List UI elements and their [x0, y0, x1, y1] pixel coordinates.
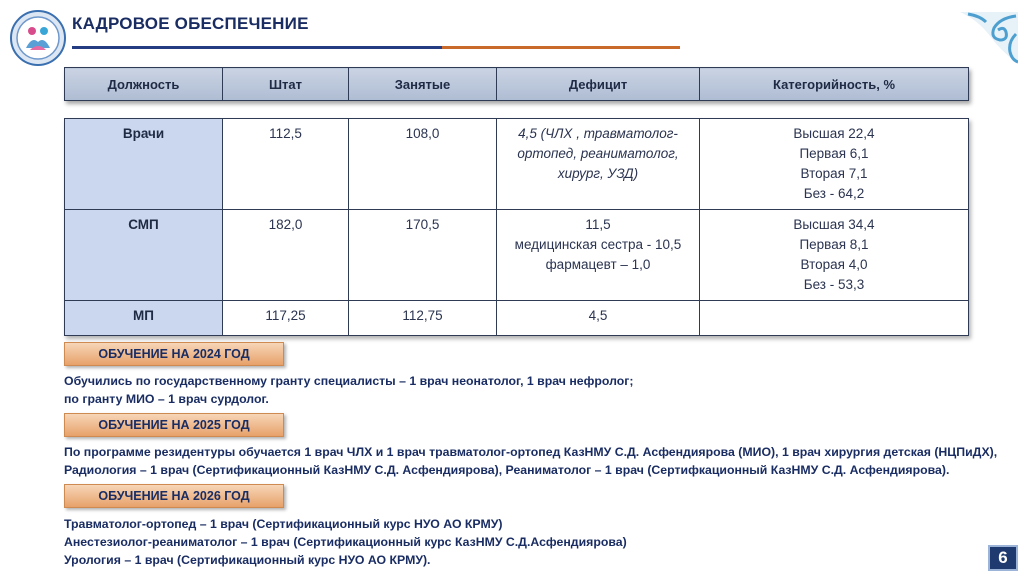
- category-line: Первая 6,1: [799, 146, 869, 161]
- section-2026-text: [64, 515, 627, 569]
- text-line: По программе резидентуры обучается 1 врач ЧЛХ и 1 врач травматолог-ортопед КазНМУ С.Д. Асфендиярова (МИО), 1 врач хирургия детская (НЦПиДХ),: [64, 445, 998, 459]
- staffing-table: [64, 118, 969, 336]
- section-2024-label: ОБУЧЕНИЕ НА 2024 ГОД: [64, 342, 284, 366]
- row-position: МП: [65, 301, 223, 336]
- table-row: [65, 119, 969, 210]
- row-position: СМП: [65, 210, 223, 301]
- deficit-line: 4,5: [588, 308, 608, 323]
- table-row: [65, 301, 969, 336]
- row-staff: 117,25: [223, 301, 349, 336]
- row-occupied: 170,5: [349, 210, 497, 301]
- category-line: Без - 53,3: [803, 277, 865, 292]
- text-line: Обучились по государственному гранту специалисты – 1 врач неонатолог, 1 врач нефролог;: [64, 374, 634, 388]
- ornament-icon: [960, 12, 1018, 64]
- row-category: [700, 301, 969, 336]
- text-line: Травматолог-ортопед – 1 врач (Сертификационный курс НУО АО КРМУ): [64, 517, 503, 531]
- text-line: по гранту МИО – 1 врач сурдолог.: [64, 392, 269, 406]
- header-staff: Штат: [223, 68, 349, 101]
- deficit-line: 11,5: [585, 217, 611, 232]
- section-2025-text: [64, 443, 997, 479]
- title-underline-blue: [72, 46, 442, 49]
- text-line: Радиология – 1 врач (Сертификационный КазНМУ С.Д. Асфендиярова), Реаниматолог – 1 врач (Сертифкационный КазНМУ С.Д. Асфендиярова).: [64, 463, 950, 477]
- table-row: [65, 210, 969, 301]
- page-title: КАДРОВОЕ ОБЕСПЕЧЕНИЕ: [72, 14, 309, 33]
- text-line: Анестезиолог-реаниматолог – 1 врач (Сертификационный курс КазНМУ С.Д.Асфендиярова): [64, 535, 627, 549]
- row-deficit: [497, 119, 700, 210]
- deficit-line: медицинская сестра - 10,5: [514, 237, 682, 252]
- category-line: Без - 64,2: [803, 186, 865, 201]
- deficit-line: фармацевт – 1,0: [545, 257, 651, 272]
- row-category: [700, 210, 969, 301]
- organization-logo: [10, 10, 66, 66]
- row-category: [700, 119, 969, 210]
- header-occupied: Занятые: [349, 68, 497, 101]
- row-deficit: [497, 210, 700, 301]
- title-underline-orange: [442, 46, 680, 49]
- row-position: Врачи: [65, 119, 223, 210]
- table-header: [64, 67, 969, 101]
- category-line: Вторая 7,1: [800, 166, 868, 181]
- deficit-line: ортопед, реаниматолог,: [517, 146, 679, 161]
- section-2024-text: [64, 372, 633, 408]
- category-line: Первая 8,1: [799, 237, 869, 252]
- header-position: Должность: [65, 68, 223, 101]
- text-line: Урология – 1 врач (Сертификационный курс НУО АО КРМУ).: [64, 553, 431, 567]
- deficit-line: хирург, УЗД): [557, 166, 639, 181]
- deficit-line: 4,5 (ЧЛХ , травматолог-: [518, 126, 678, 141]
- row-occupied: 112,75: [349, 301, 497, 336]
- section-2026-label: ОБУЧЕНИЕ НА 2026 ГОД: [64, 484, 284, 508]
- header-deficit: Дефицит: [497, 68, 700, 101]
- row-deficit: [497, 301, 700, 336]
- header-category: Категорийность, %: [700, 68, 969, 101]
- row-staff: 112,5: [223, 119, 349, 210]
- row-occupied: 108,0: [349, 119, 497, 210]
- category-line: Высшая 34,4: [793, 217, 875, 232]
- category-line: Высшая 22,4: [793, 126, 875, 141]
- row-staff: 182,0: [223, 210, 349, 301]
- page-number: 6: [988, 545, 1018, 571]
- category-line: Вторая 4,0: [800, 257, 868, 272]
- section-2025-label: ОБУЧЕНИЕ НА 2025 ГОД: [64, 413, 284, 437]
